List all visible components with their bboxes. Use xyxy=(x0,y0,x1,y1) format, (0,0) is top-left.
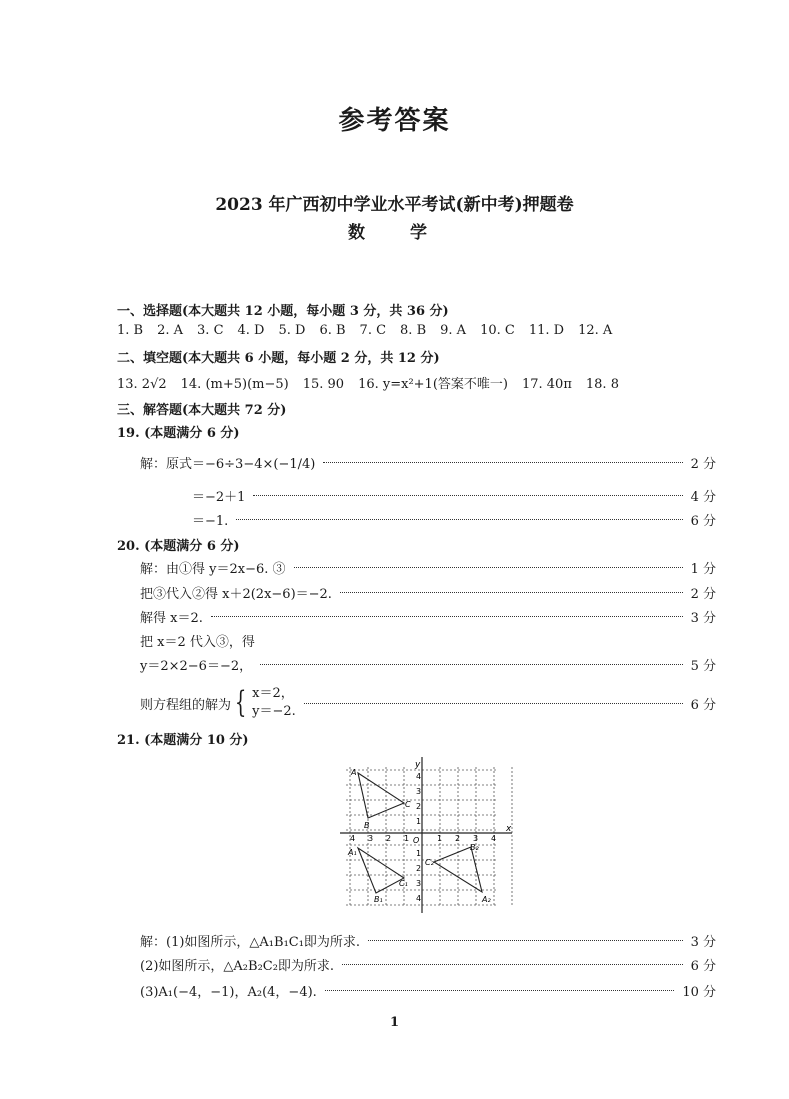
q19-step-1-score: 2 分 xyxy=(690,456,716,472)
answer-16: 16. y=x²+1(答案不唯一) xyxy=(358,377,508,392)
q20-step-5-score: 5 分 xyxy=(690,658,716,674)
q19-step-2-text: ＝−2＋1 xyxy=(192,489,246,505)
label-a: A xyxy=(351,768,357,777)
q20-system-score: 6 分 xyxy=(690,697,716,713)
section2-heading: 二、填空题(本大题共 6 小题，每小题 2 分，共 12 分) xyxy=(117,351,440,366)
triangle-a2b2c2 xyxy=(434,847,482,892)
q21-step-2-text: (2)如图所示，△A₂B₂C₂即为所求. xyxy=(140,958,335,974)
x-tick-2: 2 xyxy=(455,834,461,843)
answer-8: 8. B xyxy=(400,323,427,338)
coordinate-grid-figure xyxy=(336,755,516,915)
q19-step-1 xyxy=(140,452,716,472)
answer-4: 4. D xyxy=(237,323,265,338)
answer-12: 12. A xyxy=(578,323,613,338)
origin-label: O xyxy=(413,836,420,845)
answer-18: 18. 8 xyxy=(585,377,619,392)
x-tick-1: 1 xyxy=(437,834,443,843)
q21-step-3-text: (3)A₁(−4，−1)，A₂(4，−4). xyxy=(140,984,317,1000)
section2-answers xyxy=(117,373,633,392)
answer-5: 5. D xyxy=(278,323,306,338)
label-b1: B₁ xyxy=(374,895,383,904)
q20-system-prefix: 则方程组的解为 xyxy=(140,697,232,713)
q19-step-2 xyxy=(140,485,716,505)
q20-step-2-score: 2 分 xyxy=(690,586,716,602)
q19-step-3-score: 6 分 xyxy=(690,513,716,529)
y-axis-label: y xyxy=(415,760,421,770)
leader-dots xyxy=(304,703,683,704)
answer-14: 14. (m+5)(m−5) xyxy=(180,377,289,392)
q20-step-2-text: 把③代入②得 x＋2(2x−6)＝−2. xyxy=(140,586,332,602)
answer-10: 10. C xyxy=(480,323,515,338)
q20-step-1-text: 解：由①得 y＝2x−6. ③ xyxy=(140,561,286,577)
y-tick-2: 2 xyxy=(416,802,422,811)
q20-system-lines xyxy=(252,685,296,721)
q20-step-4-text: 把 x＝2 代入③，得 xyxy=(140,634,255,650)
q20-step-5-text: y＝2×2−6＝−2， xyxy=(140,658,253,674)
q20-step-3 xyxy=(140,606,716,626)
q19-step-3 xyxy=(140,509,716,529)
y-tick-neg2: 2 xyxy=(416,864,422,873)
x-tick-neg2: 2 xyxy=(386,834,392,843)
answer-15: 15. 90 xyxy=(302,377,345,392)
answer-9: 9. A xyxy=(440,323,467,338)
x-tick-3: 3 xyxy=(473,834,479,843)
section1-answers xyxy=(117,323,626,338)
x-tick-4: 4 xyxy=(491,834,497,843)
label-b2: B₂ xyxy=(470,843,479,852)
leader-dots xyxy=(323,462,682,463)
q21-step-1 xyxy=(140,930,716,950)
brace-icon: { xyxy=(234,685,247,720)
triangle-abc xyxy=(358,773,404,818)
label-b: B xyxy=(364,821,370,830)
label-a2: A₂ xyxy=(482,895,491,904)
triangle-a1b1c1 xyxy=(358,848,404,893)
leader-dots xyxy=(294,567,683,568)
answer-6: 6. B xyxy=(319,323,346,338)
leader-dots xyxy=(325,990,675,991)
q21-step-1-text: 解：(1)如图所示，△A₁B₁C₁即为所求. xyxy=(140,934,361,950)
q20-step-5 xyxy=(140,654,716,674)
answer-7: 7. C xyxy=(359,323,387,338)
y-tick-1: 1 xyxy=(416,817,422,826)
subject-title: 数 学 xyxy=(348,223,441,243)
q20-step-1 xyxy=(140,557,716,577)
x-tick-neg1: 1 xyxy=(404,834,410,843)
q19-step-3-text: ＝−1. xyxy=(192,513,229,529)
answer-1: 1. B xyxy=(117,323,144,338)
leader-dots xyxy=(253,495,682,496)
y-tick-neg4: 4 xyxy=(416,894,422,903)
q20-system-line-1: x＝2， xyxy=(252,686,294,701)
leader-dots xyxy=(211,616,683,617)
answer-13: 13. 2√2 xyxy=(117,377,167,392)
q21-step-2-score: 6 分 xyxy=(690,958,716,974)
leader-dots xyxy=(342,964,683,965)
q20-step-4 xyxy=(140,630,716,650)
label-c1: C₁ xyxy=(399,879,408,888)
q21-step-3 xyxy=(140,980,716,1000)
q21-header: 21. (本题满分 10 分) xyxy=(117,733,249,748)
y-tick-neg3: 3 xyxy=(416,879,422,888)
q20-step-2 xyxy=(140,582,716,602)
y-tick-3: 3 xyxy=(416,787,422,796)
y-tick-neg1: 1 xyxy=(416,849,422,858)
leader-dots xyxy=(236,519,682,520)
leader-dots xyxy=(368,940,683,941)
label-a1: A₁ xyxy=(348,848,357,857)
answer-11: 11. D xyxy=(528,323,565,338)
q20-step-3-text: 解得 x＝2. xyxy=(140,610,203,626)
page-title: 参考答案 xyxy=(338,106,451,136)
q19-step-2-score: 4 分 xyxy=(690,489,716,505)
y-tick-4: 4 xyxy=(416,772,422,781)
q21-step-2 xyxy=(140,954,716,974)
exam-title: 2023 年广西初中学业水平考试(新中考)押题卷 xyxy=(215,195,574,215)
label-c: C xyxy=(405,800,411,809)
answer-2: 2. A xyxy=(157,323,184,338)
leader-dots xyxy=(340,592,683,593)
x-tick-neg4: 4 xyxy=(350,834,356,843)
page-number: 1 xyxy=(389,1015,400,1030)
q20-system xyxy=(140,685,716,720)
q19-step-1-text: 解：原式＝−6÷3−4×(−1/4) xyxy=(140,456,316,472)
section1-heading: 一、选择题(本大题共 12 小题，每小题 3 分，共 36 分) xyxy=(117,304,449,319)
label-c2: C₂ xyxy=(425,858,434,867)
q21-step-1-score: 3 分 xyxy=(690,934,716,950)
x-axis-label: x xyxy=(506,824,512,834)
q21-step-3-score: 10 分 xyxy=(682,984,716,1000)
x-tick-neg3: 3 xyxy=(368,834,374,843)
answer-3: 3. C xyxy=(197,323,224,338)
q20-header: 20. (本题满分 6 分) xyxy=(117,539,240,554)
answer-17: 17. 40π xyxy=(521,377,572,392)
q20-system-line-2: y＝−2. xyxy=(252,704,296,719)
leader-dots xyxy=(260,664,682,665)
q19-header: 19. (本题满分 6 分) xyxy=(117,426,240,441)
q20-step-3-score: 3 分 xyxy=(690,610,716,626)
q20-step-1-score: 1 分 xyxy=(690,561,716,577)
section3-heading: 三、解答题(本大题共 72 分) xyxy=(117,403,287,418)
